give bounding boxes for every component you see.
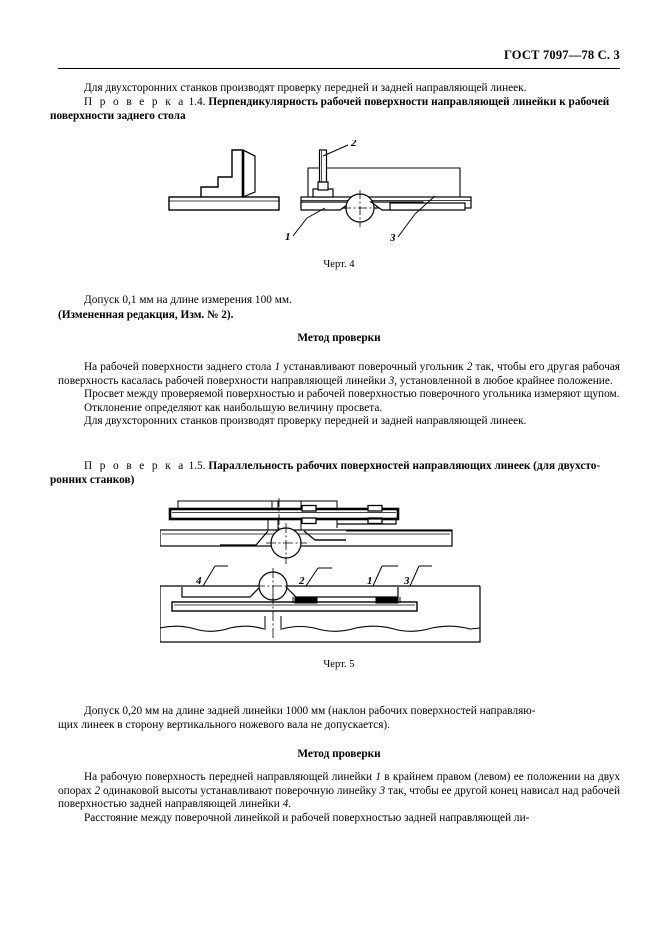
m2-ref-2: 2 [94, 784, 101, 797]
intro-paragraph-block [58, 82, 620, 96]
m2-ref-3: 3 [379, 784, 386, 797]
check-1-4-number: 1.4. [188, 96, 206, 108]
method-1-paragraph-2: Просвет между проверяемой поверхностью и рабочей поверхностью поверочного угольника измеряют щупом. [84, 388, 620, 401]
m2p1a: На рабочую поверхность передней направляющей линейки [84, 771, 376, 783]
tolerance-1-block [58, 294, 620, 308]
tolerance-1-text: Допуск 0,1 мм на длине измерения 100 мм. [84, 294, 292, 306]
figure-5-drawing [160, 498, 510, 650]
method-1-paragraph-4: Для двухсторонних станков производят проверку передней и задней направляющей линеек. [84, 415, 527, 428]
m1p1d: , установленной в любое крайнее положение. [394, 374, 613, 387]
m2p1e: . [288, 798, 292, 811]
m1p1a: На рабочей поверхности заднего стола [84, 361, 275, 373]
method-1-block [58, 361, 620, 429]
page-header: ГОСТ 7097—78 С. 3 [503, 48, 620, 62]
figure-4-drawing [165, 140, 495, 245]
check-1-4-heading-block [50, 96, 620, 123]
check-1-5-title-line1: Параллельность рабочих поверхностей направляющих линеек (для двухсто- [208, 460, 601, 472]
m1p1c: так, чтобы его другая рабочая поверхность касалась рабочей поверхности направляющей линейки [58, 361, 621, 387]
figure-4-callout-2: 2 [351, 140, 357, 149]
method-heading-2: Метод проверки [297, 748, 381, 760]
method-1-paragraph-3: Отклонение определяют как наибольшую величину просвета. [84, 401, 383, 414]
m2-ref-4: 4 [282, 798, 289, 811]
figure-4 [165, 140, 495, 245]
m2-ref-1: 1 [375, 771, 381, 783]
figure-5-callout-4: 4 [196, 575, 202, 587]
figure-5 [160, 498, 510, 650]
m1-ref-2: 2 [466, 361, 473, 373]
method-heading-1: Метод проверки [297, 332, 381, 344]
method-1-paragraph-1 [58, 361, 620, 388]
figure-5-callout-2: 2 [299, 575, 305, 587]
figure-5-caption: Черт. 5 [323, 659, 355, 670]
figure-4-callout-1: 1 [285, 231, 291, 243]
tolerance-2-line-2: щих линеек в сторону вертикального ножевого вала не допускается). [58, 718, 391, 731]
check-1-4-title-line1: Перпендикулярность рабочей поверхности направляющей линейки к рабочей [208, 96, 610, 108]
check-1-5-heading-block [50, 460, 620, 487]
revision-note-block [58, 309, 620, 323]
figure-5-callout-1: 1 [367, 575, 373, 587]
check-1-5-number: 1.5. [188, 460, 206, 472]
figure-5-callout-3: 3 [404, 575, 410, 587]
figure-4-callout-3: 3 [390, 232, 396, 244]
header-divider-rule [58, 68, 620, 69]
intro-paragraph: Для двухсторонних станков производят проверку передней и задней направляющей линеек. [84, 82, 527, 94]
method-2-paragraph-1 [58, 771, 620, 812]
m1-ref-1: 1 [274, 361, 281, 373]
m2p1c: одинаковой высоты устанавливают поверочную линейку [100, 784, 380, 797]
check-1-5-label: П р о в е р к а [84, 460, 186, 472]
method-2-paragraph-2: Расстояние между поверочной линейкой и рабочей поверхностью задней направляющей ли- [84, 811, 530, 824]
m2p1b: в крайнем правом (левом) ее положении на двух опорах [58, 771, 620, 797]
method-2-block [58, 771, 620, 825]
tolerance-2-block [58, 705, 620, 732]
tolerance-2-line-1: Допуск 0,20 мм на длине задней линейки 1000 мм (наклон рабочих поверхностей направляю- [84, 705, 536, 717]
m2p1d: так, чтобы ее другой конец нависал над рабочей поверхностью задней направляющей линейки [58, 784, 620, 811]
check-1-4-title-line2: поверхности заднего стола [50, 109, 186, 122]
m1p1b: устанавливают поверочный угольник [280, 361, 467, 373]
figure-4-caption: Черт. 4 [323, 259, 355, 270]
revision-note-text: (Измененная редакция, Изм. № 2). [58, 309, 234, 321]
check-1-5-title-line2: ронних станков) [50, 473, 135, 486]
check-1-4-label: П р о в е р к а [84, 96, 186, 108]
m1-ref-3: 3 [388, 374, 395, 387]
